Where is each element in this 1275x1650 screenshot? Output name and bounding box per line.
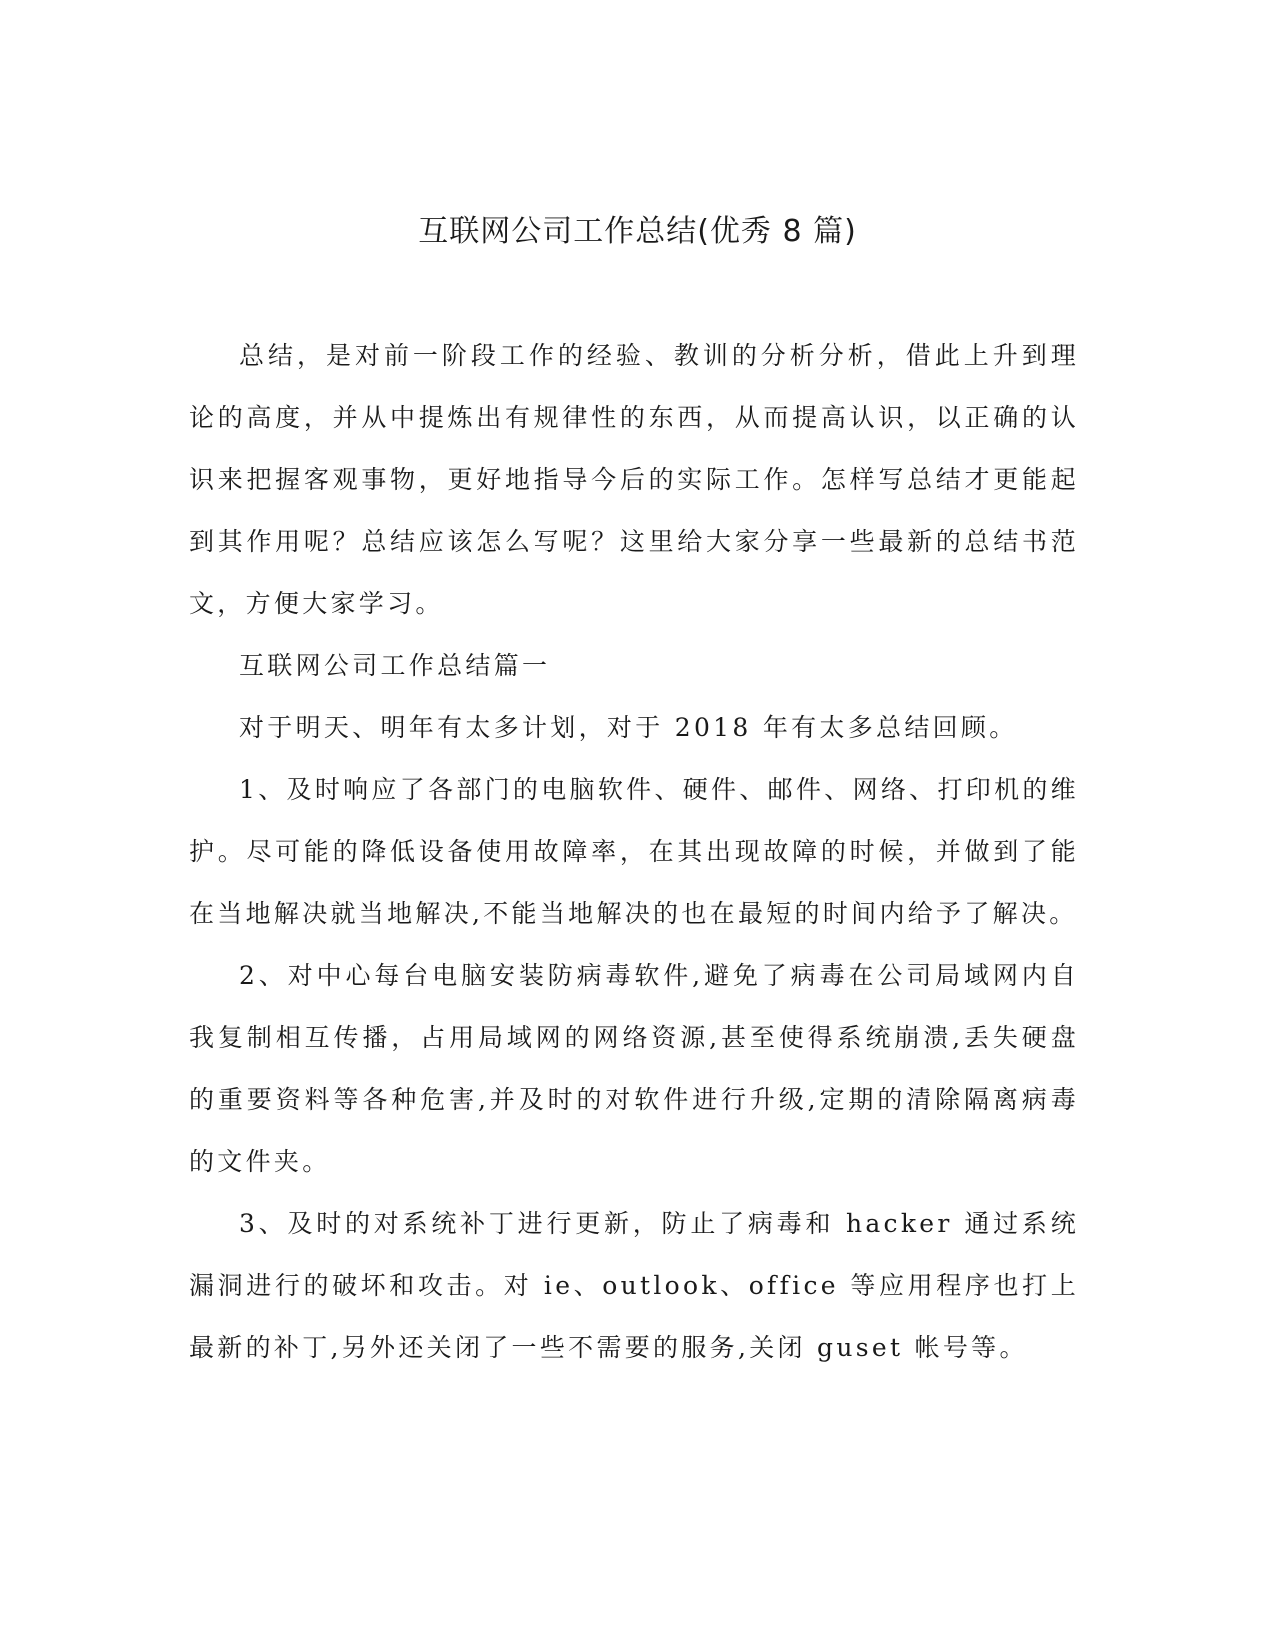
paragraph-item-3: 3、及时的对系统补丁进行更新，防止了病毒和 hacker 通过系统漏洞进行的破坏和攻击。对 ie、outlook、office 等应用程序也打上最新的补丁,另外还关闭了一些不需要的服务,关闭 guset 帐号等。 [189,1209,1079,1362]
paragraph-plan: 对于明天、明年有太多计划，对于 2018 年有太多总结回顾。 [239,713,1018,742]
document-body [189,325,1079,1379]
paragraph-item-1: 1、及时响应了各部门的电脑软件、硬件、邮件、网络、打印机的维护。尽可能的降低设备使用故障率，在其出现故障的时候，并做到了能在当地解决就当地解决,不能当地解决的也在最短的时间内给予了解决。 [189,775,1079,928]
document-title: 互联网公司工作总结(优秀 8 篇) [418,214,857,249]
paragraph-intro: 总结，是对前一阶段工作的经验、教训的分析分析，借此上升到理论的高度，并从中提炼出有规律性的东西，从而提高认识，以正确的认识来把握客观事物，更好地指导今后的实际工作。怎样写总结才更能起到其作用呢？总结应该怎么写呢？这里给大家分享一些最新的总结书范文，方便大家学习。 [189,341,1079,618]
paragraph-item-2: 2、对中心每台电脑安装防病毒软件,避免了病毒在公司局域网内自我复制相互传播，占用局域网的网络资源,甚至使得系统崩溃,丢失硬盘的重要资料等各种危害,并及时的对软件进行升级,定期的清除隔离病毒的文件夹。 [189,961,1079,1176]
section-heading: 互联网公司工作总结篇一 [239,651,551,680]
